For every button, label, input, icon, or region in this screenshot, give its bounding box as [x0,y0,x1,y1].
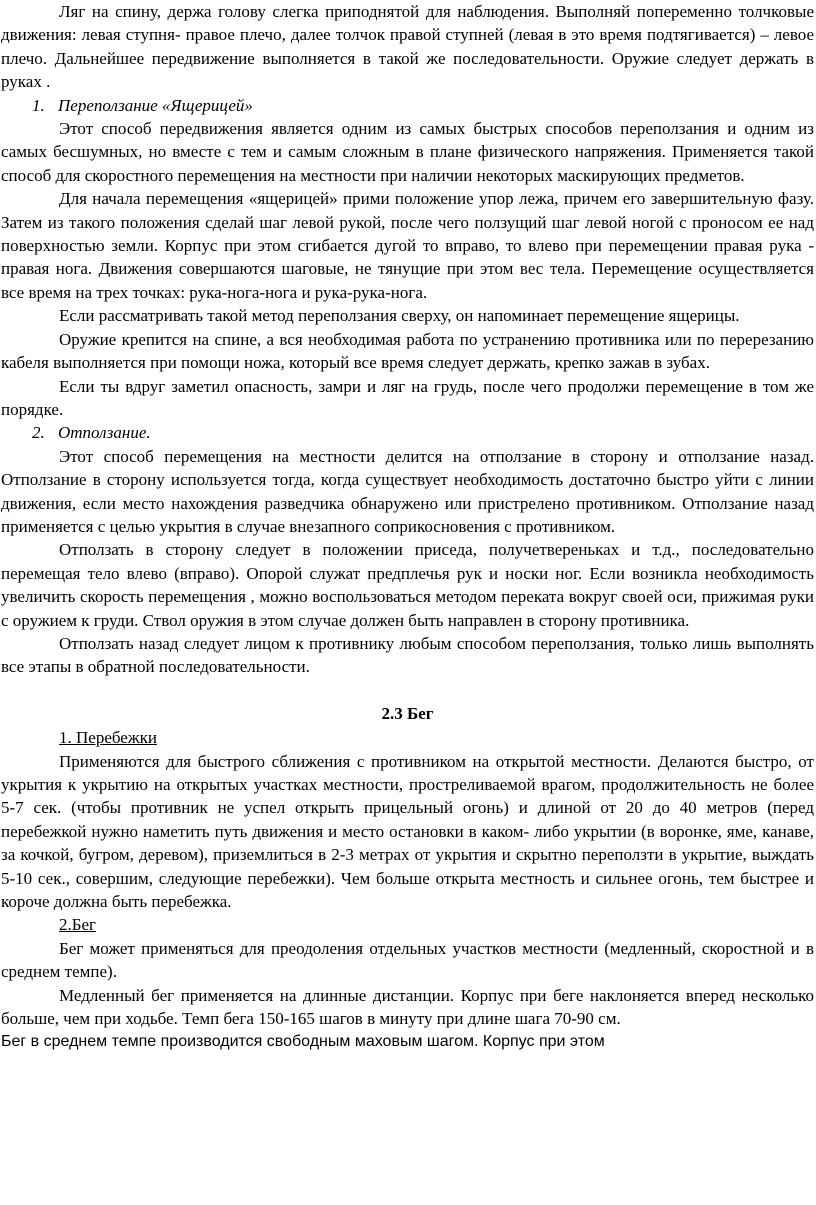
paragraph-lizard-weapon: Оружие крепится на спине, а вся необходимая работа по устранению противника или по перерезанию кабеля выполняется при помощи ножа, который все время следует держать, крепко зажав в зубах. [1,329,814,373]
paragraph-run-intro: Бег может применяться для преодоления отдельных участков местности (медленный, скоростной и в среднем темпе). [1,938,814,982]
paragraph-crawl-rear: Отползать назад следует лицом к противнику любым способом переползания, только лишь выполнять все этапы в обратной последовательности. [1,633,814,677]
subheading-dashes-text: 1. Перебежки [59,728,157,748]
list-item-title: Переползание «Ящерицей» [58,95,253,115]
paragraph-lizard-danger: Если ты вдруг заметил опасность, замри и ляг на грудь, после чего продолжи перемещение в том же порядке. [1,376,814,419]
list-item-title: Отползание. [58,423,151,443]
paragraph-lizard-technique: Для начала перемещения «ящерицей» прими положение упор лежа, причем его завершительную фазу. Затем из такого положения сделай шаг левой рукой, после чего ползущий шаг левой ногой с проносом ее над поверхностью земли. Корпус при этом сгибается дугой то вправо, то влево при перемещении правая рука - правая нога. Движения совершаются шаговые, не тянущие при этом вес тела. Перемещение осуществляется все время на трех точках: рука-нога-нога и рука-рука-нога. [1,189,814,302]
list-item-crawl-back [1,421,814,444]
subheading-run-text: 2.Бег [59,915,97,935]
paragraph-dashes: Применяются для быстрого сближения с противником на открытой местности. Делаются быстро, от укрытия к укрытию на открытых участках местности, простреливаемой врагом, продолжительность не более 5-7 сек. (чтобы противник не успел открыть прицельный огонь) и длиной от 20 до 40 метров (перед перебежкой нужно наметить путь движения и место остановки в каком- либо укрытии (в воронке, яме, канаве, за кочкой, бугром, деревом), приземлиться в 2-3 метрах от укрытия и скрытно переползти в укрытие, выждать 5-10 сек., совершим, следующие перебежки). Чем больше открыта местность и сильнее огонь, тем быстрее и короче должна быть перебежка. [1,751,814,912]
paragraph-medium-run: Бег в среднем темпе производится свободным маховым шагом. Корпус при этом [1,1033,605,1051]
paragraph-lizard-intro: Этот способ передвижения является одним из самых быстрых способов переползания и одним из самых бесшумных, но вместе с тем и самым сложным в плане физического напряжения. Применяется такой способ для скоростного перемещения на местности при наличии некоторых маскирующих предметов. [1,119,814,185]
list-number: 1. [32,95,45,115]
subheading-run [1,913,814,936]
paragraph-crawl-side: Отползать в сторону следует в положении приседа, получетвереньках и т.д., последовательно перемещая тело влево (вправо). Опорой служат предплечья рук и носки ног. Если возникла необходимость увеличить скорость перемещения , можно воспользоваться методом переката вокруг своей оси, прижимая руки с оружием к груди. Ствол оружия в этом случае должен быть направлен в сторону противника. [1,540,814,630]
paragraph-lizard-view: Если рассматривать такой метод переползания сверху, он напоминает перемещение ящерицы. [59,306,740,326]
list-number: 2. [32,423,45,443]
list-item-lizard-crawl [1,94,814,117]
paragraph-crawl-on-back: Ляг на спину, держа голову слегка приподнятой для наблюдения. Выполняй попеременно толчковые движения: левая ступня- правое плечо, далее толчок правой ступней (левая в это время подтягивается) – левое плечо. Дальнейшее передвижение выполняется в такой же последовательности. Оружие следует держать в руках . [1,2,814,92]
section-heading: 2.3 Бег [381,703,434,723]
paragraph-crawl-back-intro: Этот способ перемещения на местности делится на отползание в сторону и отползание назад. Отползание в сторону используется тогда, когда существует необходимость достаточно быстро уйти с линии движения, если место нахождения разведчика обнаружено или пристрелено противником. Отползание назад применяется с целью укрытия в случае внезапного соприкосновения с противником. [1,446,814,536]
paragraph-slow-run: Медленный бег применяется на длинные дистанции. Корпус при беге наклоняется вперед несколько больше, чем при ходьбе. Темп бега 150-165 шагов в минуту при длине шага 70-90 см. [1,985,814,1029]
subheading-dashes [1,726,814,749]
